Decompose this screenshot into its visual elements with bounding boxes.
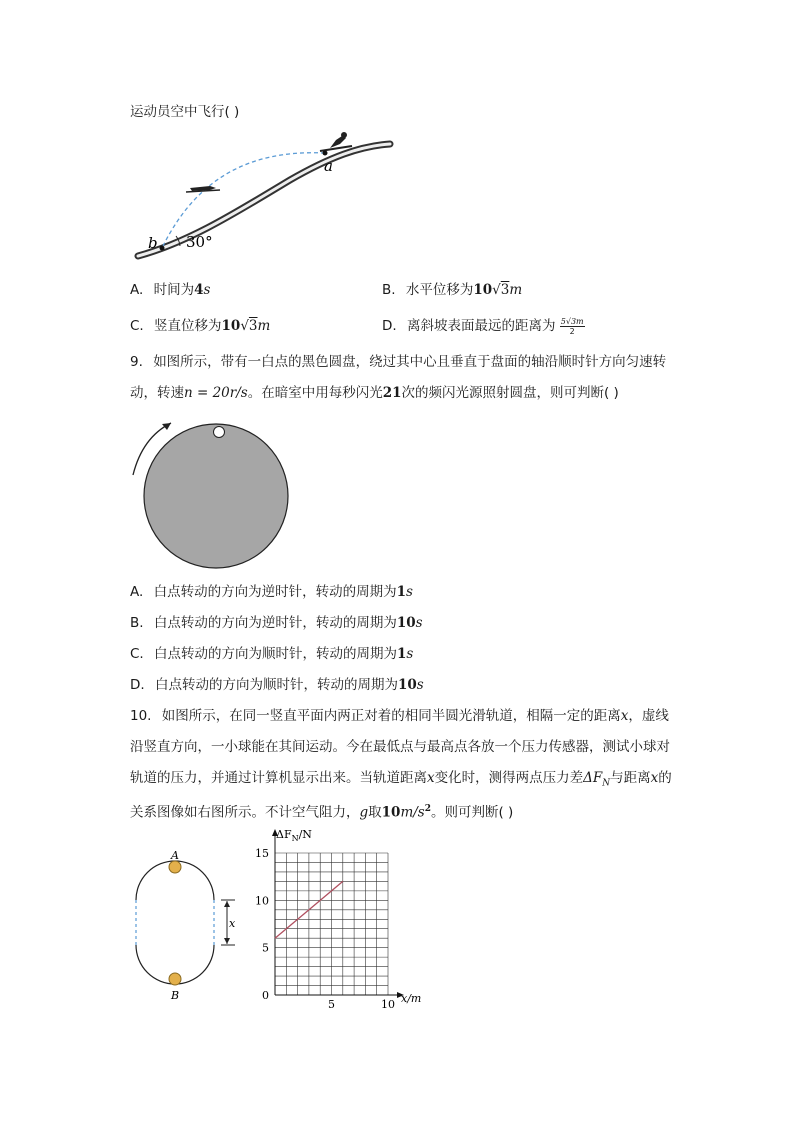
black-disc (144, 424, 288, 568)
option-text: 白点转动的方向为顺时针，转动的周期为 (154, 677, 398, 693)
q10-unit: m/s (400, 804, 425, 821)
option-value: 4 (194, 282, 204, 298)
angle-label: 30° (186, 233, 213, 251)
q10-text: ，虚线 (628, 708, 669, 724)
track-figure (125, 845, 250, 1005)
y-tick-label: 5 (262, 941, 269, 955)
fraction-numerator: 5√3m (560, 316, 584, 326)
option-unit: s (415, 615, 423, 631)
q10-line2: 沿竖直方向，一小球能在其间运动。今在最低点与最高点各放一个压力传感器，测试小球对 (130, 739, 670, 755)
label-a: a (324, 157, 333, 175)
q8-option-c[interactable]: C. 竖直位移为10√3m (130, 318, 271, 334)
ski-jump-figure (130, 130, 400, 270)
option-letter: B. (130, 615, 144, 631)
fraction-denominator: 2 (569, 326, 575, 336)
q10-value: 10 (381, 804, 401, 821)
q9-formula: n = 20r/s (184, 385, 248, 401)
option-letter: D. (382, 318, 397, 334)
option-value: 10 (473, 282, 493, 298)
q9-line2 (130, 383, 619, 403)
q9-flash-count: 21 (382, 385, 402, 401)
option-root: 3 (248, 318, 258, 334)
q10-g: g (359, 804, 369, 821)
q10-text: 轨道的压力，并通过计算机显示出来。当轨道距离 (130, 770, 427, 786)
option-text: 竖直位移为 (154, 318, 222, 334)
x-tick-label: 5 (328, 998, 335, 1010)
option-root: 3 (500, 282, 510, 298)
q10-text: 。则可判断( ) (431, 804, 514, 821)
fraction (560, 317, 585, 336)
chart-ylabel: $\Delta F_N/N$ (276, 828, 312, 843)
q8-stem: 运动员空中飞行( ) (130, 104, 240, 120)
option-value: 10 (397, 677, 417, 693)
q9-option-a[interactable] (130, 582, 413, 602)
q10-text: 的 (658, 770, 672, 786)
option-value: 1 (397, 646, 407, 662)
q10-var: x (620, 708, 629, 724)
skier-icon (320, 132, 352, 151)
option-value: 1 (396, 584, 406, 600)
q10-subscript: N (602, 778, 611, 789)
q10-line3 (130, 768, 672, 794)
q9-number: 9. (130, 354, 143, 370)
q10-text: 如图所示，在同一竖直平面内两正对着的相同半圆光滑轨道，相隔一定的距离 (161, 708, 621, 724)
y-tick-label: 0 (262, 989, 269, 1002)
q10-line4 (130, 799, 513, 823)
q9-option-c[interactable] (130, 644, 413, 664)
option-text: 白点转动的方向为顺时针，转动的周期为 (154, 646, 398, 662)
option-letter: B. (382, 282, 396, 298)
q9-option-b[interactable] (130, 613, 423, 633)
white-dot (214, 427, 225, 438)
q10-text: 取 (368, 804, 382, 821)
q9-option-d[interactable] (130, 675, 424, 695)
q8-option-d[interactable] (382, 316, 585, 336)
q9-line1 (130, 352, 666, 372)
option-text: 水平位移为 (405, 282, 474, 298)
rotating-disc-figure (125, 415, 300, 570)
slope-surface (138, 144, 390, 256)
x-tick-label: 10 (381, 998, 395, 1010)
q10-text: 与距离 (610, 770, 651, 786)
force-difference-chart (248, 825, 438, 1010)
q10-delta-f: ΔF (583, 770, 603, 786)
option-value: 10 (396, 615, 416, 631)
option-letter: D. (130, 677, 145, 693)
label-b: b (148, 234, 158, 252)
option-unit: s (406, 584, 413, 600)
ball-a (169, 861, 181, 873)
option-unit: s (406, 646, 414, 662)
chart-axes (272, 829, 404, 998)
label-a: A (171, 849, 179, 862)
q10-text: 变化时，测得两点压力差 (434, 770, 584, 786)
q9-text: 。在暗室中用每秒闪光 (247, 385, 383, 401)
option-letter: A. (130, 584, 144, 600)
q10-superscript: 2 (424, 804, 431, 814)
q10-text: 关系图像如右图所示。不计空气阻力， (130, 804, 360, 821)
q8-option-b[interactable]: B. 水平位移为10√3m (382, 282, 523, 298)
q9-text: 如图所示，带有一白点的黑色圆盘，绕过其中心且垂直于盘面的轴沿顺时针方向匀速转 (153, 354, 667, 370)
option-text: 时间为 (153, 282, 195, 298)
option-letter: C. (130, 646, 144, 662)
y-tick-label: 15 (255, 847, 269, 860)
q10-line1 (130, 706, 669, 726)
option-value: 10 (221, 318, 241, 334)
option-unit: m (509, 282, 523, 298)
flying-skier-icon (186, 186, 220, 192)
label-b: B (171, 989, 180, 1002)
option-unit: s (416, 677, 424, 693)
option-text: 白点转动的方向为逆时针，转动的周期为 (153, 615, 397, 631)
option-letter: C. (130, 318, 144, 334)
option-text: 离斜坡表面最远的距离为 (406, 318, 556, 334)
q9-text: 动，转速 (130, 385, 184, 401)
option-unit: m (257, 318, 271, 334)
y-tick-label: 10 (255, 894, 269, 908)
q8-option-a[interactable] (130, 280, 210, 300)
label-x: x (229, 917, 236, 930)
chart-xlabel: x/m (401, 992, 422, 1005)
q10-var: x (427, 770, 435, 786)
ball-b (169, 973, 181, 985)
q10-var: x (650, 770, 659, 786)
option-unit: s (203, 282, 211, 298)
q9-text: 次的频闪光源照射圆盘，则可判断( ) (401, 385, 619, 401)
q10-number: 10. (130, 708, 152, 724)
option-text: 白点转动的方向为逆时针，转动的周期为 (153, 584, 397, 600)
option-letter: A. (130, 282, 144, 298)
